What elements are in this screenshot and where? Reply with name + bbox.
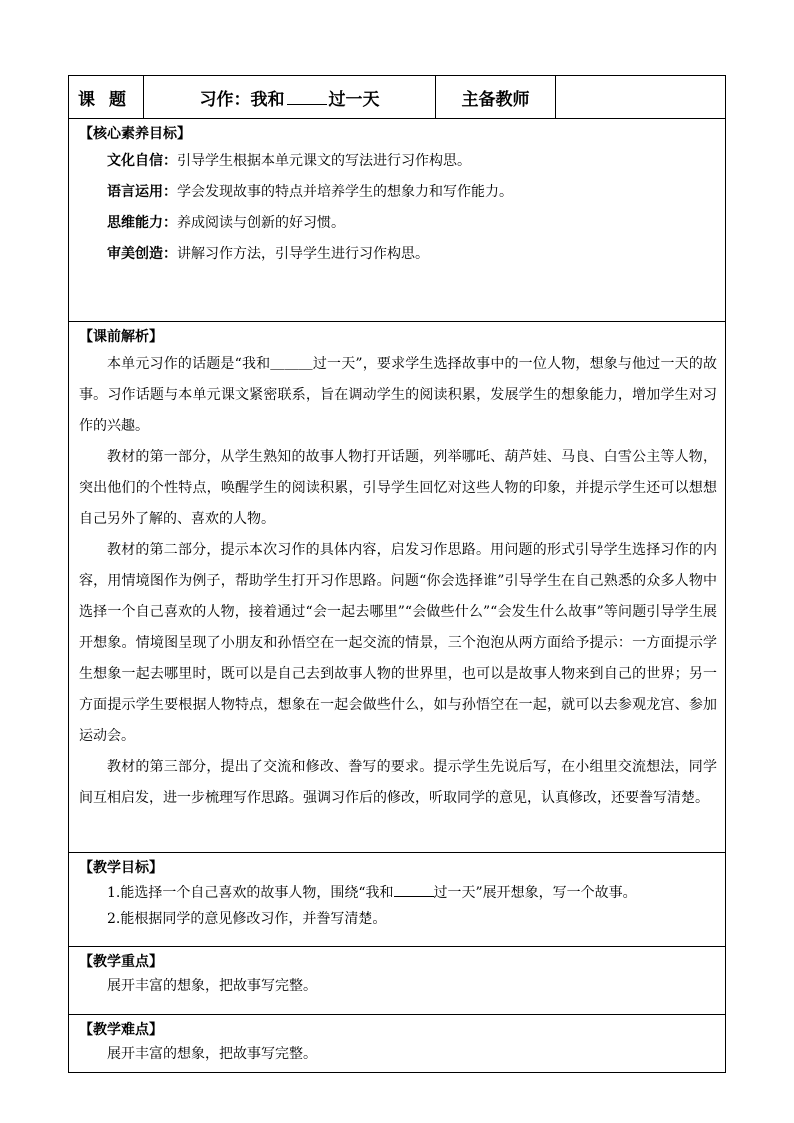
core-goals-section bbox=[69, 119, 726, 322]
core-goal-label: 语言运用： bbox=[107, 184, 177, 200]
core-goal-text: 养成阅读与创新的好习惯。 bbox=[177, 215, 345, 231]
difficulties-heading: 【教学难点】 bbox=[79, 1022, 163, 1038]
analysis-paragraph: 教材的第二部分，提示本次习作的具体内容，启发习作思路。用问题的形式引导学生选择习作的内容，用情境图作为例子，帮助学生打开习作思路。问题“你会选择谁”引导学生在自己熟悉的众多人物中选择一个自己喜欢的人物，接着通过“会一起去哪里”“会做些什么”“会发生什么故事”等问题引导学生展开想象。情境图呈现了小朋友和孙悟空在一起交流的情景，三个泡泡从两方面给予提示：一方面提示学生想象一起去哪里时，既可以是自己去到故事人物的世界里，也可以是故事人物来到自己的世界；另一方面提示学生要根据人物特点，想象在一起会做些什么，如与孙悟空在一起，就可以去参观龙宫、参加运动会。 bbox=[79, 542, 717, 744]
core-goal-label: 思维能力： bbox=[107, 215, 177, 231]
key-points-row bbox=[69, 947, 726, 1015]
core-goals-row bbox=[69, 119, 726, 322]
lesson-plan-sheet bbox=[68, 75, 725, 1073]
teaching-goal-1-suffix: 过一天”展开想象，写一个故事。 bbox=[433, 885, 637, 901]
teaching-goal-item: 2.能根据同学的意见修改习作，并誊写清楚。 bbox=[107, 911, 387, 927]
topic-label: 课题 bbox=[69, 76, 144, 119]
core-goal-item bbox=[79, 239, 717, 270]
lesson-plan-table bbox=[68, 75, 726, 1073]
analysis-paragraph: 教材的第一部分，从学生熟知的故事人物打开话题，列举哪吒、葫芦娃、马良、白雪公主等人物，突出他们的个性特点，唤醒学生的阅读积累，引导学生回忆对这些人物的印象，并提示学生还可以想想自己另外了解的、喜欢的人物。 bbox=[79, 449, 717, 527]
core-goal-label: 审美创造： bbox=[107, 246, 177, 262]
lesson-title bbox=[144, 76, 436, 119]
title-blank bbox=[287, 87, 327, 105]
analysis-row bbox=[69, 322, 726, 853]
difficulties-text: 展开丰富的想象，把故事写完整。 bbox=[107, 1046, 317, 1062]
core-goals-heading: 【核心素养目标】 bbox=[79, 126, 191, 142]
core-goal-text: 学会发现故事的特点并培养学生的想象力和写作能力。 bbox=[177, 184, 513, 200]
teaching-goal-item bbox=[79, 880, 717, 906]
core-goal-item bbox=[79, 146, 717, 177]
teacher-value bbox=[556, 76, 726, 119]
teacher-label: 主备教师 bbox=[436, 76, 556, 119]
teaching-goal-1-prefix: 1.能选择一个自己喜欢的故事人物，围绕“我和 bbox=[107, 885, 394, 901]
core-goal-item bbox=[79, 208, 717, 239]
core-goal-text: 讲解习作方法，引导学生进行习作构思。 bbox=[177, 246, 429, 262]
teaching-goals-heading: 【教学目标】 bbox=[79, 860, 163, 876]
key-points-text: 展开丰富的想象，把故事写完整。 bbox=[107, 978, 317, 994]
core-goal-item bbox=[79, 177, 717, 208]
difficulties-row bbox=[69, 1015, 726, 1073]
difficulties-section bbox=[69, 1015, 726, 1073]
analysis-section bbox=[69, 322, 726, 853]
key-points-section bbox=[69, 947, 726, 1015]
header-row bbox=[69, 76, 726, 119]
lesson-title-prefix: 习作：我和 bbox=[199, 89, 285, 110]
lesson-title-suffix: 过一天 bbox=[328, 89, 380, 110]
analysis-paragraph: 本单元习作的话题是“我和＿＿＿过一天”，要求学生选择故事中的一位人物，想象与他过一天的故事。习作话题与本单元课文紧密联系，旨在调动学生的阅读积累，发展学生的想象能力，增加学生对习作的兴趣。 bbox=[79, 356, 717, 434]
key-points-heading: 【教学重点】 bbox=[79, 954, 163, 970]
analysis-heading: 【课前解析】 bbox=[79, 329, 163, 345]
teaching-goals-section bbox=[69, 853, 726, 947]
core-goal-label: 文化自信： bbox=[107, 153, 177, 169]
teaching-goal-blank bbox=[394, 883, 434, 897]
analysis-paragraph: 教材的第三部分，提出了交流和修改、誊写的要求。提示学生先说后写，在小组里交流想法，同学间互相启发，进一步梳理写作思路。强调习作后的修改，听取同学的意见，认真修改，还要誊写清楚。 bbox=[79, 759, 717, 806]
core-goal-text: 引导学生根据本单元课文的写法进行习作构思。 bbox=[177, 153, 471, 169]
teaching-goals-row bbox=[69, 853, 726, 947]
